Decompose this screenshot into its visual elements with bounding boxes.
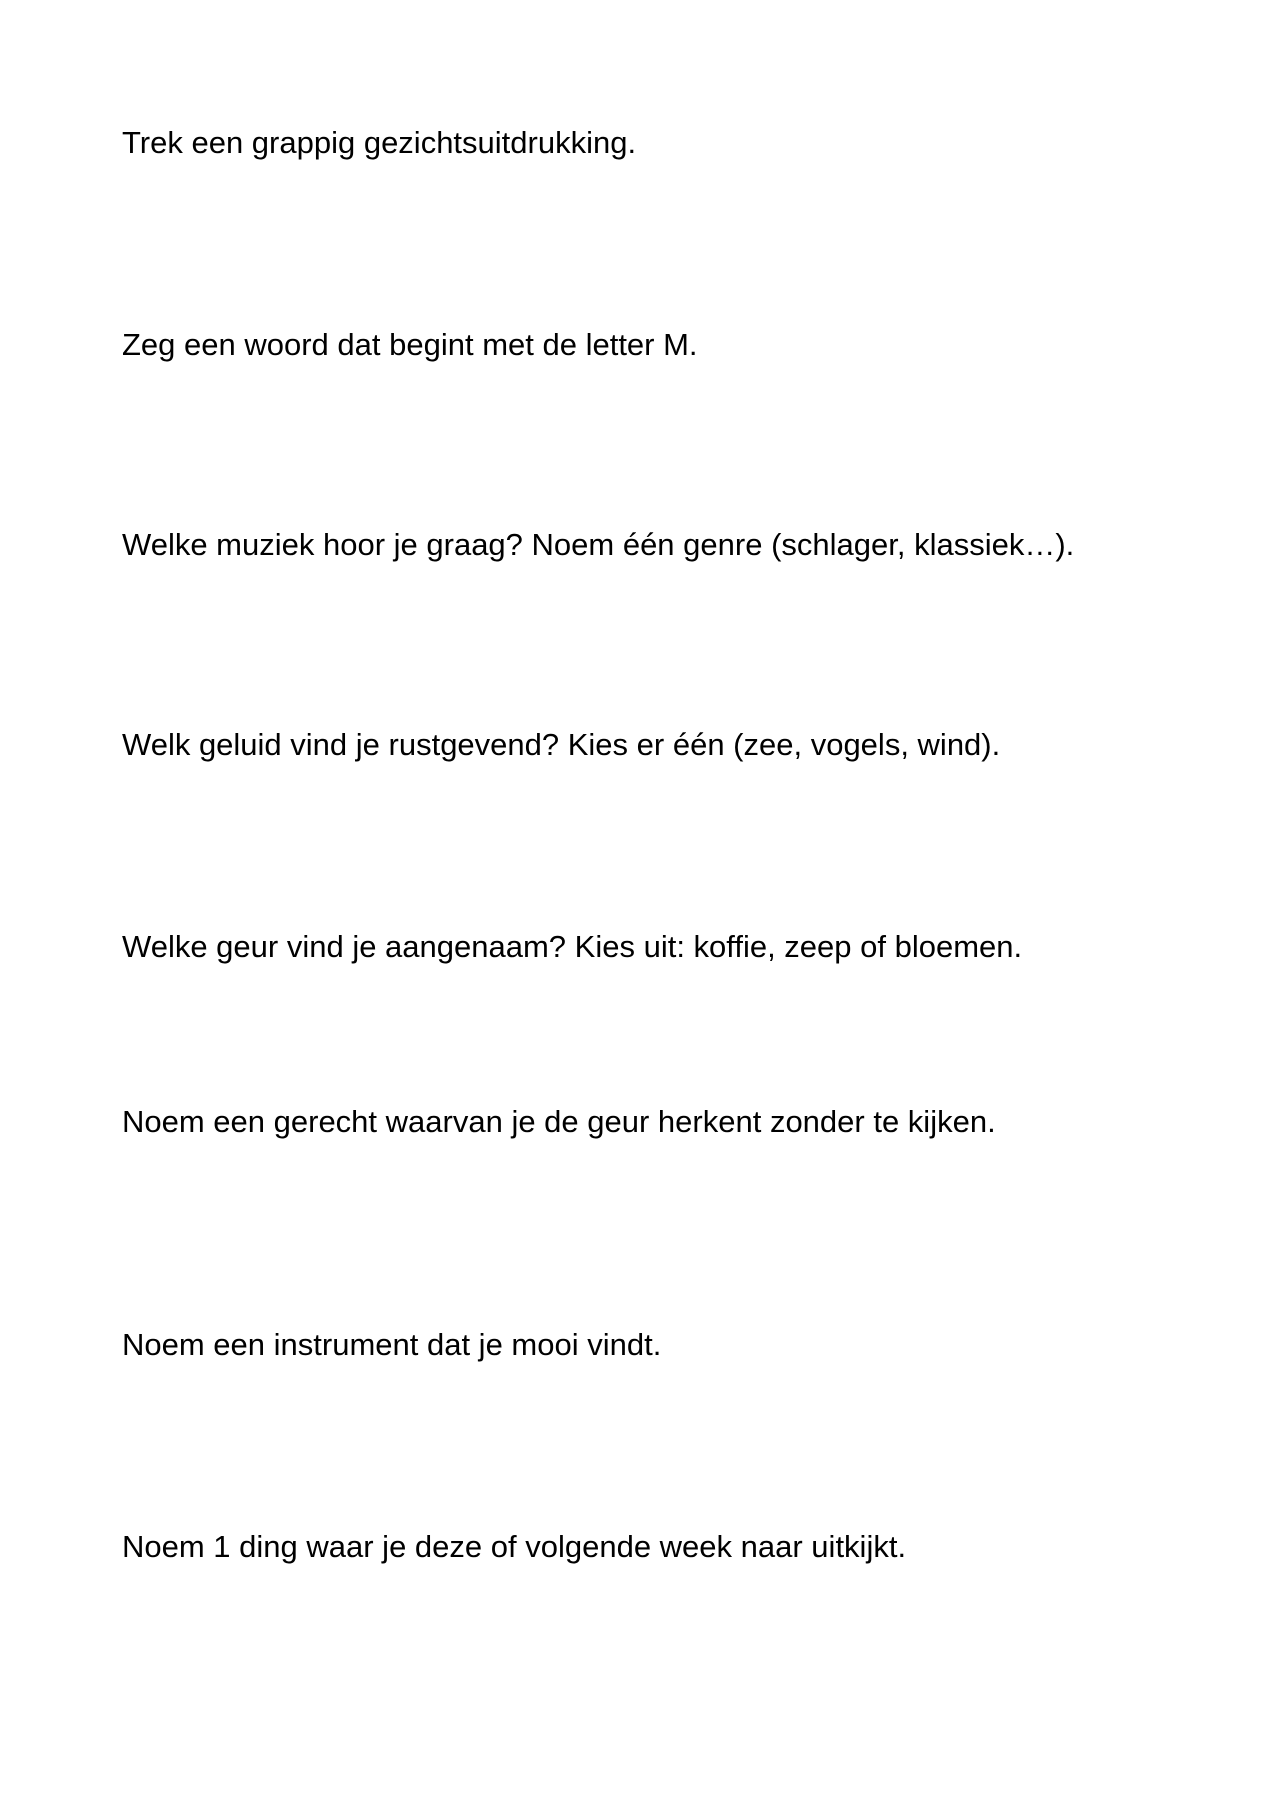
prompt-line: Welk geluid vind je rustgevend? Kies er één (zee, vogels, wind).: [122, 727, 1001, 762]
prompt-line: Zeg een woord dat begint met de letter M.: [122, 327, 698, 362]
prompt-line: Welke muziek hoor je graag? Noem één genre (schlager, klassiek…).: [122, 527, 1075, 562]
prompt-line: Noem een instrument dat je mooi vindt.: [122, 1327, 662, 1362]
prompt-line: Noem een gerecht waarvan je de geur herkent zonder te kijken.: [122, 1104, 996, 1139]
prompt-line: Noem 1 ding waar je deze of volgende week naar uitkijkt.: [122, 1529, 907, 1564]
prompt-line: Welke geur vind je aangenaam? Kies uit: koffie, zeep of bloemen.: [122, 929, 1023, 964]
prompt-line: Trek een grappig gezichtsuitdrukking.: [122, 125, 637, 160]
